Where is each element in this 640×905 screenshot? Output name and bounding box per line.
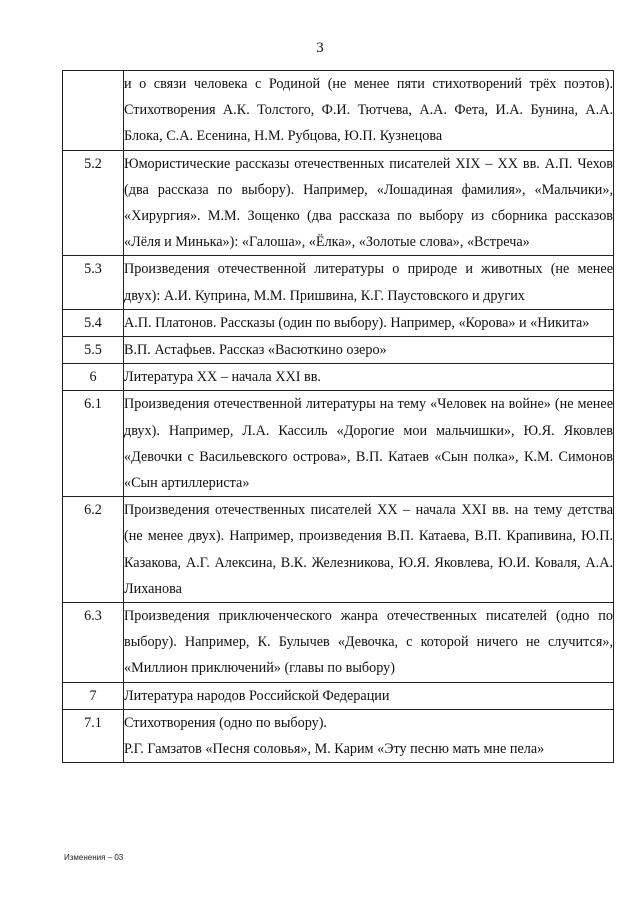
row-text: В.П. Астафьев. Рассказ «Васюткино озеро»: [124, 337, 614, 364]
row-text: А.П. Платонов. Рассказы (один по выбору). Например, «Корова» и «Никита»: [124, 309, 614, 336]
table-row: [63, 497, 614, 603]
table-row: [63, 256, 614, 309]
row-number: 6.2: [63, 497, 124, 603]
curriculum-table: [62, 70, 614, 763]
table-row: [63, 71, 614, 151]
row-number: 5.2: [63, 150, 124, 256]
row-number: 6: [63, 364, 124, 391]
row-text: Литература XX – начала XXI вв.: [124, 364, 614, 391]
row-text: [124, 709, 614, 762]
row-text: и о связи человека с Родиной (не менее пяти стихотворений трёх поэтов). Стихотворения А.К. Толстого, Ф.И. Тютчева, А.А. Фета, И.А. Бунина, А.А. Блока, С.А. Есенина, Н.М. Рубцова, Ю.П. Кузнецова: [124, 71, 614, 151]
row-text: Произведения отечественной литературы о природе и животных (не менее двух): А.И. Куприна, М.М. Пришвина, К.Г. Паустовского и других: [124, 256, 614, 309]
row-number: 5.5: [63, 337, 124, 364]
table-row: [63, 309, 614, 336]
row-text: Литература народов Российской Федерации: [124, 682, 614, 709]
table-row: [63, 364, 614, 391]
row-text: Юмористические рассказы отечественных писателей XIX – XX вв. А.П. Чехов (два рассказа по выбору). Например, «Лошадиная фамилия», «Мальчики», «Хирургия». М.М. Зощенко (два рассказа по выбору из сборника рассказов «Лёля и Минька»): «Галоша», «Ёлка», «Золотые слова», «Встреча»: [124, 150, 614, 256]
table-row: [63, 709, 614, 762]
row-text-line: Стихотворения (одно по выбору).: [124, 714, 327, 731]
row-text: Произведения отечественной литературы на тему «Человек на войне» (не менее двух). Например, Л.А. Кассиль «Дорогие мои мальчишки», Ю.Я. Яковлев «Девочки с Васильевского острова», В.П. Катаев «Сын полка», К.М. Симонов «Сын артиллериста»: [124, 391, 614, 497]
row-number: [63, 71, 124, 151]
row-number: 5.4: [63, 309, 124, 336]
table-row: [63, 391, 614, 497]
row-number: 7: [63, 682, 124, 709]
row-number: 5.3: [63, 256, 124, 309]
table-row: [63, 603, 614, 683]
table-row: [63, 682, 614, 709]
row-text: Произведения отечественных писателей XX – начала XXI вв. на тему детства (не менее двух). Например, произведения В.П. Катаева, В.П. Крапивина, Ю.П. Казакова, А.Г. Алексина, В.К. Железникова, Ю.Я. Яковлева, Ю.И. Коваля, А.А. Лиханова: [124, 497, 614, 603]
footer-revision: Изменения – 03: [64, 853, 124, 862]
table-row: [63, 337, 614, 364]
row-number: 6.1: [63, 391, 124, 497]
row-text-line: Р.Г. Гамзатов «Песня соловья», М. Карим «Эту песню мать мне пела»: [124, 741, 545, 758]
row-number: 6.3: [63, 603, 124, 683]
row-number: 7.1: [63, 709, 124, 762]
page-number: 3: [316, 40, 324, 56]
table-row: [63, 150, 614, 256]
row-text: Произведения приключенческого жанра отечественных писателей (одно по выбору). Например, К. Булычев «Девочка, с которой ничего не случится», «Миллион приключений» (главы по выбору): [124, 603, 614, 683]
